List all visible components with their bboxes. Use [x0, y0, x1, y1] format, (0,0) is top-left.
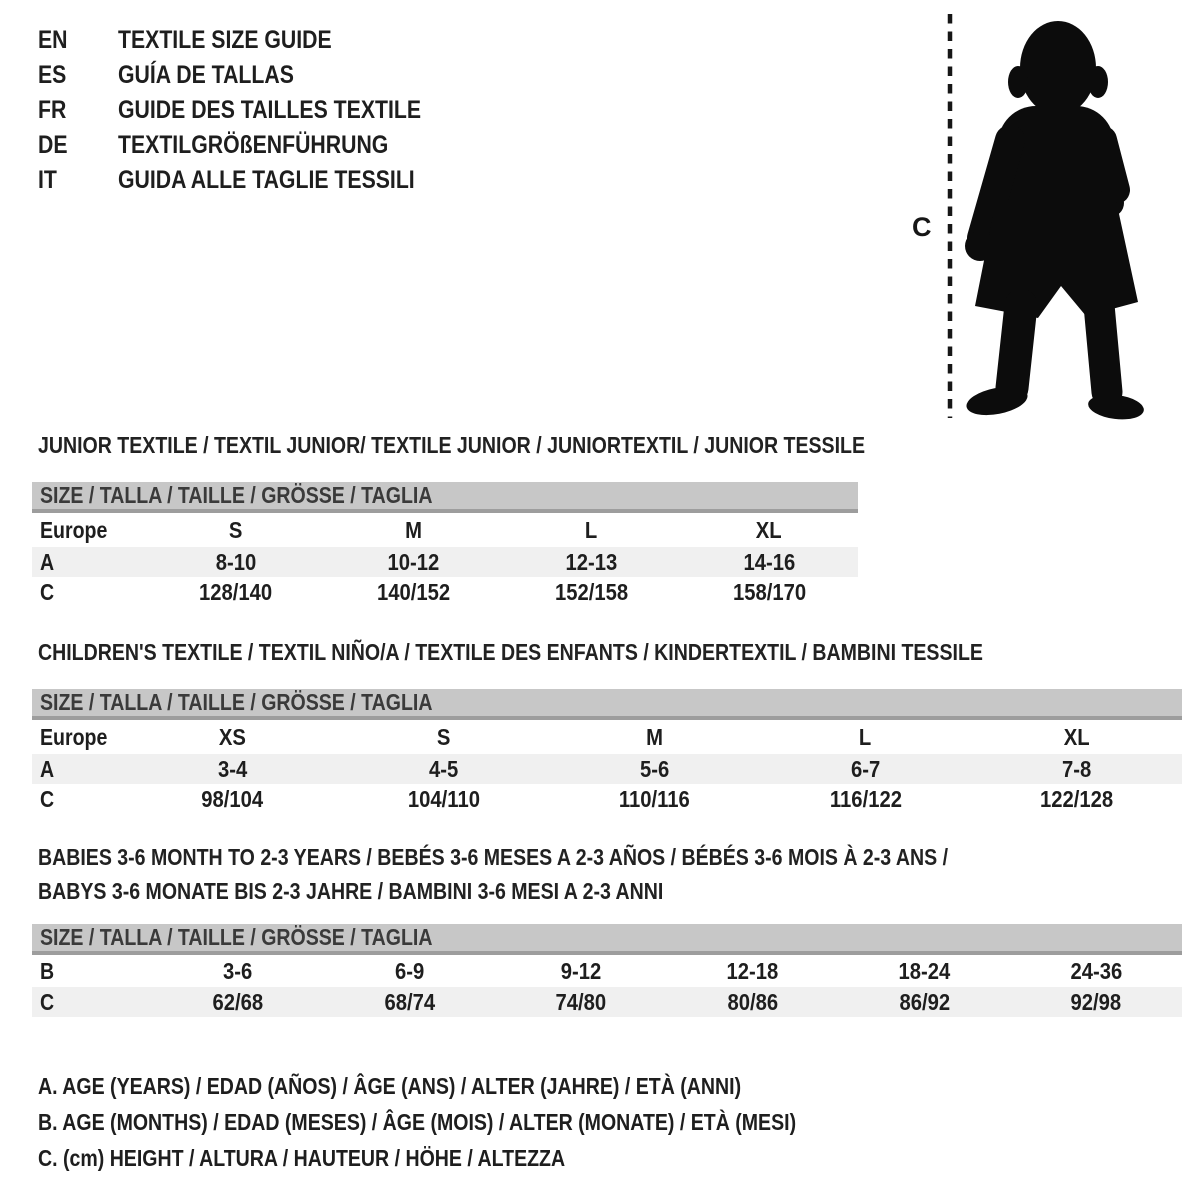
- language-title-text: GUIDE DES TAILLES TEXTILE: [118, 96, 422, 124]
- section-title: [32, 428, 866, 462]
- child-height-figure: [900, 0, 1200, 440]
- table-cell: 12-13: [503, 547, 681, 577]
- children-size-table: [32, 720, 1182, 814]
- table-cell: 14-16: [680, 547, 858, 577]
- language-title: [118, 131, 436, 160]
- table-cell: L: [859, 723, 872, 750]
- language-row: [38, 26, 475, 61]
- region-label: Europe: [40, 723, 108, 750]
- language-title-text: TEXTILE SIZE GUIDE: [118, 26, 332, 54]
- region-label: Europe: [40, 516, 108, 543]
- language-row: [38, 131, 475, 166]
- table-cell: 8-10: [147, 547, 325, 577]
- size-header-text: SIZE / TALLA / TAILLE / GRÖSSE / TAGLIA: [40, 482, 433, 508]
- size-header-bar: [32, 924, 1182, 955]
- note-age-months: B. AGE (MONTHS) / EDAD (MESES) / ÂGE (MOIS) / ALTER (MONATE) / ETÀ (MESI): [38, 1109, 797, 1135]
- table-cell: 9-12: [560, 957, 602, 984]
- toddler-silhouette-graphic: [900, 0, 1200, 440]
- height-measure-label: C: [912, 212, 932, 242]
- babies-size-table: [32, 955, 1182, 1017]
- age-months-row: [32, 955, 1182, 987]
- section-children: [32, 635, 1182, 814]
- table-cell: C: [40, 578, 55, 605]
- table-cell: 122/128: [1039, 785, 1114, 812]
- table-cell: 10-12: [325, 547, 503, 577]
- table-cell: 98/104: [201, 785, 264, 812]
- language-code-text: EN: [38, 26, 68, 54]
- size-label-row: [32, 513, 858, 547]
- table-cell: 86/92: [839, 987, 1011, 1017]
- table-cell: 158/170: [732, 578, 806, 605]
- table-cell: [32, 720, 127, 754]
- section-title-line2: BABYS 3-6 MONATE BIS 2-3 JAHRE / BAMBINI 3-6 MESI A 2-3 ANNI: [38, 878, 664, 904]
- section-title-text: JUNIOR TEXTILE / TEXTIL JUNIOR/ TEXTILE JUNIOR / JUNIORTEXTIL / JUNIOR TESSILE: [38, 432, 866, 458]
- language-title-text: TEXTILGRÖßENFÜHRUNG: [118, 131, 389, 159]
- table-cell: 116/122: [829, 785, 902, 812]
- language-code: [38, 26, 118, 55]
- table-cell: 3-6: [223, 957, 253, 984]
- table-cell: C: [40, 785, 55, 812]
- table-cell: L: [585, 516, 598, 543]
- language-title: [118, 61, 325, 90]
- table-cell: 24-36: [1070, 957, 1123, 984]
- language-code-text: FR: [38, 96, 67, 124]
- language-code-text: DE: [38, 131, 68, 159]
- language-code: [38, 166, 118, 195]
- size-header-bar: [32, 689, 1182, 720]
- language-title-text: GUÍA DE TALLAS: [118, 61, 294, 89]
- toddler-silhouette: [964, 21, 1145, 422]
- section-title-line1: BABIES 3-6 MONTH TO 2-3 YEARS / BEBÉS 3-6 MESES A 2-3 AÑOS / BÉBÉS 3-6 MOIS À 2-3 ANS /: [38, 844, 949, 870]
- table-cell: 128/140: [199, 578, 273, 605]
- height-cm-row: [32, 987, 1182, 1017]
- section-title-text: CHILDREN'S TEXTILE / TEXTIL NIÑO/A / TEXTILE DES ENFANTS / KINDERTEXTIL / BAMBINI TESSILE: [38, 639, 983, 665]
- section-babies: [32, 840, 1182, 1017]
- table-cell: 152/158: [554, 578, 628, 605]
- table-cell: 12-18: [726, 957, 779, 984]
- table-cell: 62/68: [152, 987, 324, 1017]
- language-code: [38, 96, 118, 125]
- language-title-list: [38, 26, 475, 201]
- table-cell: 3-4: [127, 754, 338, 784]
- language-row: [38, 61, 475, 96]
- table-cell: S: [229, 516, 243, 543]
- table-cell: XL: [756, 516, 783, 543]
- note-age-years: A. AGE (YEARS) / EDAD (AÑOS) / ÂGE (ANS) / ALTER (JAHRE) / ETÀ (ANNI): [38, 1073, 742, 1099]
- table-cell: 4-5: [338, 754, 549, 784]
- table-cell: 140/152: [377, 578, 451, 605]
- language-title: [118, 96, 475, 125]
- section-title: [32, 635, 1182, 669]
- section-title: [32, 840, 1182, 908]
- table-cell: 7-8: [971, 754, 1182, 784]
- table-cell: 18-24: [898, 957, 951, 984]
- language-row: [38, 166, 475, 201]
- size-header-bar: [32, 482, 858, 513]
- language-code: [38, 61, 118, 90]
- table-cell: 6-9: [394, 957, 425, 984]
- language-code-text: ES: [38, 61, 67, 89]
- table-cell: 104/110: [407, 785, 480, 812]
- table-cell: A: [32, 547, 147, 577]
- table-cell: A: [32, 754, 127, 784]
- age-years-row: [32, 754, 1182, 784]
- table-cell: 110/116: [619, 785, 690, 812]
- table-cell: XS: [218, 723, 247, 750]
- table-cell: 74/80: [495, 987, 667, 1017]
- height-cm-row: [32, 577, 858, 607]
- table-cell: 68/74: [324, 987, 496, 1017]
- table-cell: 6-7: [760, 754, 971, 784]
- height-cm-row: [32, 784, 1182, 814]
- size-label-row: [32, 720, 1182, 754]
- table-cell: [32, 513, 147, 547]
- table-cell: 5-6: [549, 754, 760, 784]
- table-cell: M: [405, 516, 423, 543]
- note-height-cm: C. (cm) HEIGHT / ALTURA / HAUTEUR / HÖHE / ALTEZZA: [38, 1145, 566, 1171]
- table-cell: M: [646, 723, 663, 750]
- language-code-text: IT: [38, 166, 57, 194]
- junior-size-table: [32, 513, 858, 607]
- table-cell: 92/98: [1010, 987, 1182, 1017]
- language-title: [118, 26, 369, 55]
- age-years-row: [32, 547, 858, 577]
- language-row: [38, 96, 475, 131]
- language-code: [38, 131, 118, 160]
- size-header-text: SIZE / TALLA / TAILLE / GRÖSSE / TAGLIA: [40, 924, 433, 950]
- language-title-text: GUIDA ALLE TAGLIE TESSILI: [118, 166, 415, 194]
- table-cell: XL: [1063, 723, 1090, 750]
- language-title: [118, 166, 467, 195]
- legend-notes: [38, 1068, 930, 1176]
- size-header-text: SIZE / TALLA / TAILLE / GRÖSSE / TAGLIA: [40, 689, 433, 715]
- table-cell: B: [40, 957, 55, 984]
- table-cell: C: [32, 987, 152, 1017]
- section-junior: [32, 428, 866, 607]
- table-cell: S: [436, 723, 451, 750]
- table-cell: 80/86: [667, 987, 839, 1017]
